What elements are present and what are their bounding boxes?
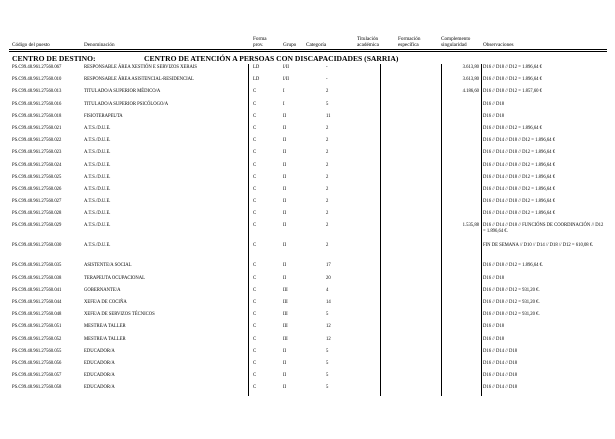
row-forma: C (253, 150, 257, 156)
row-complemento: 3.613,80 (462, 65, 479, 70)
row-denominacion: XEFE/A DE COCIÑA (84, 300, 127, 305)
row-grupo: III (283, 287, 288, 293)
row-observaciones: D16 // D14 // D18 // D12 = 1.896,64 € (483, 138, 556, 144)
row-denominacion: MESTRE/A TALLER (84, 336, 126, 342)
row-categoria: 14 (326, 300, 331, 305)
row-categoria: 4 (326, 287, 329, 293)
table-row (0, 198, 615, 210)
row-forma: C (253, 348, 257, 354)
row-denominacion: XEFE/A DE SERVIZOS TÉCNICOS (84, 312, 155, 318)
row-code: PS.C99.48.961.27560.018 (12, 113, 62, 119)
row-categoria: 2 (326, 125, 329, 131)
row-categoria: 11 (326, 113, 331, 119)
row-forma: C (253, 360, 257, 366)
row-grupo: III (283, 336, 288, 342)
row-categoria: 2 (326, 186, 329, 192)
row-forma: LD (253, 77, 260, 83)
row-denominacion: ASISTENTE/A SOCIAL (84, 263, 132, 269)
row-categoria: - (326, 65, 328, 70)
row-observaciones: D16 // D14 // D18 (483, 373, 518, 379)
row-grupo: I/II (283, 77, 289, 83)
row-categoria: 5 (326, 385, 329, 391)
row-grupo: II (283, 186, 287, 192)
row-forma: C (253, 186, 257, 192)
table-row (0, 262, 615, 274)
row-grupo: III (283, 312, 288, 318)
table-row (0, 64, 615, 76)
row-code: PS.C99.48.961.27560.030 (12, 243, 62, 249)
row-denominacion: GOBERNANTE/A (84, 287, 121, 293)
table-row (0, 76, 615, 88)
row-observaciones: D16 // D18 (483, 324, 505, 330)
row-denominacion: A.T.S./D.U.E. (84, 138, 111, 144)
row-denominacion: FISIOTERAPEUTA (84, 113, 123, 119)
row-denominacion: RESPONSABLE ÁREA XESTIÓN E SERVIZOS XERAIS (84, 65, 198, 70)
header-titulacion: Titulación académica (357, 36, 379, 48)
table-row (0, 101, 615, 113)
row-code: PS.C99.48.961.27560.038 (12, 275, 62, 281)
row-grupo: II (283, 150, 287, 156)
row-forma: C (253, 263, 257, 269)
row-grupo: II (283, 174, 287, 180)
row-code: PS.C99.48.961.27560.051 (12, 324, 62, 330)
row-code: PS.C99.48.961.27560.035 (12, 263, 62, 269)
row-code: PS.C99.48.961.27560.025 (12, 174, 62, 180)
row-denominacion: A.T.S./D.U.E. (84, 211, 111, 217)
row-observaciones: D16 // D14 // D18 // D12 = 1.896,64 € (483, 199, 556, 205)
row-denominacion: A.T.S./D.U.E. (84, 125, 111, 131)
row-code: PS.C99.48.961.27560.024 (12, 162, 62, 168)
table-row (0, 336, 615, 348)
row-categoria: 2 (326, 89, 329, 95)
table-row (0, 137, 615, 149)
row-categoria: 2 (326, 199, 329, 205)
table-body (0, 64, 615, 397)
row-code: PS.C99.48.961.27560.052 (12, 336, 62, 342)
row-code: PS.C99.48.961.27560.048 (12, 312, 62, 318)
row-grupo: II (283, 275, 287, 281)
row-observaciones: D16 // D18 (483, 336, 505, 342)
row-categoria: 2 (326, 174, 329, 180)
row-forma: C (253, 312, 257, 318)
row-complemento: 1.535,88 (462, 223, 479, 229)
row-categoria: 12 (326, 336, 331, 342)
row-grupo: I/II (283, 65, 289, 70)
row-code: PS.C99.48.961.27560.028 (12, 211, 62, 217)
row-complemento: 4.186,60 (462, 89, 479, 95)
row-denominacion: EDUCADOR/A (84, 348, 115, 354)
row-forma: C (253, 300, 257, 305)
row-grupo: II (283, 385, 287, 391)
table-row (0, 162, 615, 174)
row-denominacion: A.T.S./D.U.E. (84, 223, 111, 229)
row-denominacion: A.T.S./D.U.E. (84, 186, 111, 192)
row-code: PS.C99.48.961.27560.044 (12, 300, 62, 305)
table-row (0, 242, 615, 262)
row-categoria: 2 (326, 223, 329, 229)
row-observaciones: D16 // D14 // D18 // D12 = 1.896,64 € (483, 186, 556, 192)
row-observaciones: D16 // D18 // D12 = 1.896,64 € (483, 65, 543, 70)
row-denominacion: EDUCADOR/A (84, 373, 115, 379)
row-observaciones: D16 // D18 // D12 = 931,20 €. (483, 287, 540, 293)
row-categoria: 2 (326, 162, 329, 168)
row-observaciones: D16 // D14 // D18 // D12 = 1.896,64 € (483, 174, 556, 180)
row-categoria: 2 (326, 243, 329, 249)
table-row (0, 222, 615, 242)
row-forma: C (253, 125, 257, 131)
table-row (0, 186, 615, 198)
row-forma: C (253, 336, 257, 342)
row-grupo: II (283, 263, 287, 269)
row-forma: C (253, 385, 257, 391)
table-row (0, 384, 615, 396)
row-code: PS.C99.48.961.27560.023 (12, 150, 62, 156)
row-code: PS.C99.48.961.27560.013 (12, 89, 62, 95)
header-rule-top (9, 49, 607, 50)
row-code: PS.C99.48.961.27560.016 (12, 101, 62, 107)
row-grupo: II (283, 199, 287, 205)
row-grupo: II (283, 162, 287, 168)
row-observaciones: D16 // D18 (483, 101, 505, 107)
row-forma: C (253, 373, 257, 379)
row-grupo: III (283, 300, 288, 305)
row-observaciones: D16 // D18 // D12 = 1.896,64 € (483, 77, 543, 83)
row-observaciones: D16 // D18 // D12 = 931,20 €. (483, 300, 540, 305)
section-heading (12, 54, 602, 64)
row-denominacion: EDUCADOR/A (84, 385, 115, 391)
row-denominacion: TITULADO/A SUPERIOR MÉDICO/A (84, 89, 161, 95)
row-grupo: II (283, 223, 287, 229)
row-forma: LD (253, 65, 260, 70)
row-forma: C (253, 287, 257, 293)
row-code: PS.C99.48.961.27560.021 (12, 125, 62, 131)
table-header (0, 30, 615, 48)
row-code: PS.C99.48.961.27560.058 (12, 385, 62, 391)
header-forma: Forma prov. (253, 36, 267, 48)
row-forma: C (253, 174, 257, 180)
row-denominacion: A.T.S./D.U.E. (84, 199, 111, 205)
row-denominacion: TERAPEUTA OCUPACIONAL (84, 275, 146, 281)
row-forma: C (253, 243, 257, 249)
row-forma: C (253, 162, 257, 168)
row-observaciones: D16 // D14 // D18 // D12 = 1.896,64 € (483, 162, 556, 168)
row-categoria: 5 (326, 312, 329, 318)
row-categoria: 20 (326, 275, 331, 281)
row-observaciones: D16 // D18 // D12 = 931,20 €. (483, 312, 540, 318)
row-code: PS.C99.48.961.27560.067 (12, 65, 62, 70)
header-formacion: Formación específica (398, 36, 421, 48)
row-categoria: 5 (326, 360, 329, 366)
row-code: PS.C99.48.961.27560.041 (12, 287, 62, 293)
row-forma: C (253, 101, 257, 107)
table-row (0, 299, 615, 311)
row-grupo: III (283, 324, 288, 330)
row-grupo: II (283, 360, 287, 366)
header-observaciones: Observaciones (483, 42, 514, 48)
row-observaciones: D16 // D14 // D18 (483, 348, 518, 354)
row-observaciones: D16 // D18 (483, 113, 505, 119)
table-row (0, 149, 615, 161)
row-denominacion: A.T.S./D.U.E. (84, 150, 111, 156)
row-grupo: II (283, 113, 287, 119)
row-categoria: 2 (326, 211, 329, 217)
row-categoria: 2 (326, 150, 329, 156)
row-observaciones: D16 // D18 (483, 275, 505, 281)
row-grupo: II (283, 125, 287, 131)
table-row (0, 125, 615, 137)
table-row (0, 210, 615, 222)
row-code: PS.C99.48.961.27560.057 (12, 373, 62, 379)
header-rule-bottom (9, 51, 607, 52)
row-observaciones: D16 // D18 // D12 = 1.857,60 € (483, 89, 543, 95)
row-observaciones: D16 // D14 // D18 (483, 385, 518, 391)
row-forma: C (253, 113, 257, 119)
row-forma: C (253, 138, 257, 144)
row-code: PS.C99.48.961.27560.029 (12, 223, 62, 229)
header-complemento: Complemento singularidad (441, 36, 471, 48)
row-code: PS.C99.48.961.27560.010 (12, 77, 62, 83)
row-observaciones: FIN DE SEMANA // D10 // D14 // D18 // D12 = 610,08 €. (483, 243, 594, 249)
row-categoria: 17 (326, 263, 331, 269)
row-denominacion: RESPONSABLE ÁREA ASISTENCIAL-RESIDENCIAL (84, 77, 194, 83)
row-observaciones: D16 // D18 // D12 = 1.896,64 €. (483, 263, 544, 269)
section-label: CENTRO DE DESTINO: (12, 54, 96, 63)
table-row (0, 323, 615, 335)
row-grupo: I (283, 89, 285, 95)
section-title: CENTRO DE ATENCIÓN A PERSOAS CON DISCAPACIDADES (SARRIA) (144, 54, 399, 63)
row-denominacion: A.T.S./D.U.E. (84, 162, 111, 168)
row-forma: C (253, 223, 257, 229)
row-code: PS.C99.48.961.27560.027 (12, 199, 62, 205)
header-grupo: Grupo (283, 42, 297, 48)
row-forma: C (253, 324, 257, 330)
row-code: PS.C99.48.961.27560.022 (12, 138, 62, 144)
row-denominacion: MESTRE/A TALLER (84, 324, 126, 330)
row-denominacion: EDUCADOR/A (84, 360, 115, 366)
header-codigo: Código del puesto (12, 42, 50, 48)
table-row (0, 275, 615, 287)
row-categoria: - (326, 77, 328, 83)
row-denominacion: A.T.S./D.U.E. (84, 243, 111, 249)
row-observaciones: D16 // D14 // D18 // D12 = 1.896,64 € (483, 211, 556, 217)
row-code: PS.C99.48.961.27560.056 (12, 360, 62, 366)
table-row (0, 88, 615, 100)
table-row (0, 287, 615, 299)
table-row (0, 348, 615, 360)
row-grupo: II (283, 243, 287, 249)
table-row (0, 360, 615, 372)
row-grupo: II (283, 348, 287, 354)
row-grupo: II (283, 211, 287, 217)
header-categoria: Categoría (306, 42, 327, 48)
row-observaciones: D16 // D14 // D18 // FUNCIÓNS DE COORDINACIÓN // D12 = 1.896,64 €. (483, 223, 604, 234)
header-denominacion: Denominación (84, 42, 115, 48)
table-row (0, 372, 615, 384)
row-categoria: 5 (326, 101, 329, 107)
row-categoria: 2 (326, 138, 329, 144)
row-forma: C (253, 199, 257, 205)
row-code: PS.C99.48.961.27560.026 (12, 186, 62, 192)
row-forma: C (253, 211, 257, 217)
table-row (0, 311, 615, 323)
row-grupo: II (283, 373, 287, 379)
row-grupo: II (283, 138, 287, 144)
row-observaciones: D16 // D14 // D18 // D12 = 1.896,64 € (483, 150, 556, 156)
row-categoria: 5 (326, 348, 329, 354)
row-observaciones: D16 // D14 // D18 (483, 360, 518, 366)
table-row (0, 174, 615, 186)
row-observaciones: D16 // D18 // D12 = 1.896,64 € (483, 125, 543, 131)
row-complemento: 3.613,80 (462, 77, 479, 83)
row-code: PS.C99.48.961.27560.055 (12, 348, 62, 354)
row-forma: C (253, 275, 257, 281)
table-row (0, 113, 615, 125)
row-categoria: 12 (326, 324, 331, 330)
row-denominacion: TITULADO/A SUPERIOR PSICÓLOGO/A (84, 101, 169, 107)
row-categoria: 5 (326, 373, 329, 379)
row-denominacion: A.T.S./D.U.E. (84, 174, 111, 180)
row-forma: C (253, 89, 257, 95)
row-grupo: I (283, 101, 285, 107)
